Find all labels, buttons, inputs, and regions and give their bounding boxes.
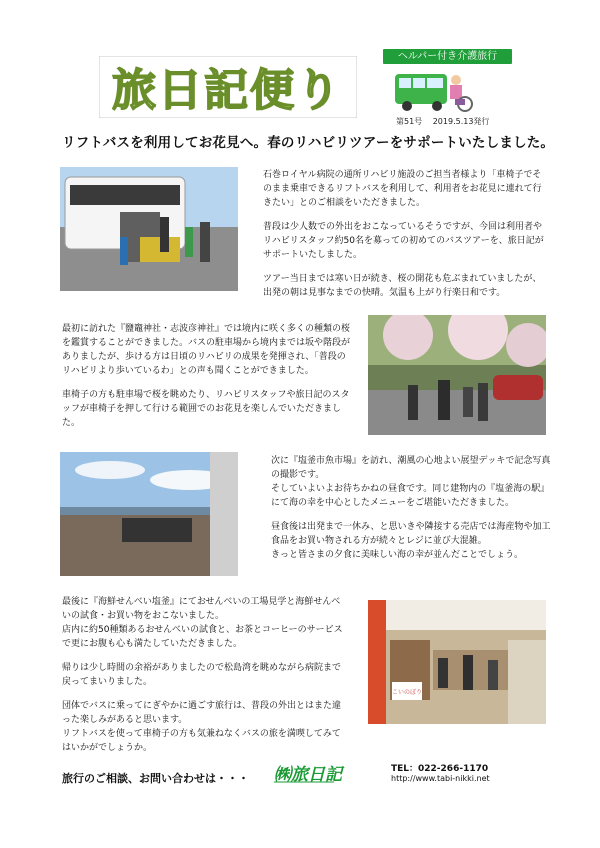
photo-lift-bus [60,167,238,291]
paragraph: 最後に『海鮮せんべい塩釜』にておせんべいの工場見学と海鮮せんべいの試食・お買い物をおこないました。 店内に約50種類あるおせんべいの試食と、お茶とコーヒーのサービスで更にお腹も心も満たしていただきました。 [62,597,343,649]
paragraph: 昼食後は出発まで一休み、と思いきや隣接する売店では海産物や加工食品をお買い物される方が続々とレジに並び大混雑。 きっと皆さまの夕食に美味しい海の幸が並んだことでしょう。 [271,522,551,560]
bus-illustration [393,66,473,114]
paragraph: 最初に訪れた『鹽竈神社・志波彦神社』では境内に咲く多くの種類の桜を鑑賞することができました。バスの駐車場から境内までは坂や階段がありましたが、歩ける方は日頃のリハビリの成果を発揮され、「普段のリハビリより歩いているわ」との声も聞くことができました。 [62,324,351,376]
paragraph: ツアー当日までは寒い日が続き、桜の開花も危ぶまれていましたが、出発の朝は見事なまでの快晴。気温も上がり行楽日和です。 [263,274,542,298]
tour-badge: ヘルパー付き介護旅行 [383,49,512,64]
section-3-text [271,454,553,562]
paragraph: 石巻ロイヤル病院の通所リハビリ施設のご担当者様より「車椅子でそのまま乗車できるリフトバスを利用して、利用者をお花見に連れて行きたい」とのご相談をいただきました。 [263,170,542,208]
company-logo [274,762,369,784]
photo-senbei-shop [368,600,546,724]
photo-observation-deck [60,452,238,576]
newsletter-title [99,56,357,118]
website-link[interactable]: http://www.tabi-nikki.net [391,774,490,783]
paragraph: 次に『塩釜市魚市場』を訪れ、潮風の心地よい展望デッキで記念写真の撮影です。 そしていよいよお待ちかねの昼食です。同じ建物内の『塩釜海の駅』にて海の幸を中心としたメニューをご堪能いただきました。 [271,456,551,508]
paragraph: 帰りは少し時間の余裕がありましたので松島湾を眺めながら病院まで戻ってまいりました。 [62,663,342,687]
title-text: 旅日記便り [112,65,342,116]
section-2-text [62,322,352,430]
paragraph: 団体でバスに乗ってにぎやかに過ごす旅行は、普段の外出とはまた違った楽しみがあると思います。 リフトバスを使って車椅子の方も気兼ねなくバスの旅を満喫してみてはいかがでしょうか。 [62,701,342,753]
issue-info: 第51号 2019.5.13発行 [396,117,490,126]
section-1-text [263,168,548,300]
section-4-text [62,595,347,755]
contact-prompt: 旅行のご相談、お問い合わせは・・・ [62,772,249,785]
photo-sign-text: こいのぼり [391,689,423,696]
phone-number: TEL：022-266-1170 [391,764,489,774]
paragraph: 車椅子の方も駐車場で桜を眺めたり、リハビリスタッフや旅日記のスタッフが車椅子を押して行ける範囲でのお花見を楽しんでいただきました。 [62,390,350,428]
photo-shrine-cherry-blossoms [368,315,546,435]
paragraph: 普段は少人数での外出をおこなっているそうですが、今回は利用者やリハビリスタッフ約50名を募っての初めてのバスツアーを、旅日記がサポートいたしました。 [263,222,544,260]
headline: リフトバスを利用してお花見へ。春のリハビリツアーをサポートいたしました。 [62,135,555,151]
company-name: ㈱旅日記 [274,765,342,784]
